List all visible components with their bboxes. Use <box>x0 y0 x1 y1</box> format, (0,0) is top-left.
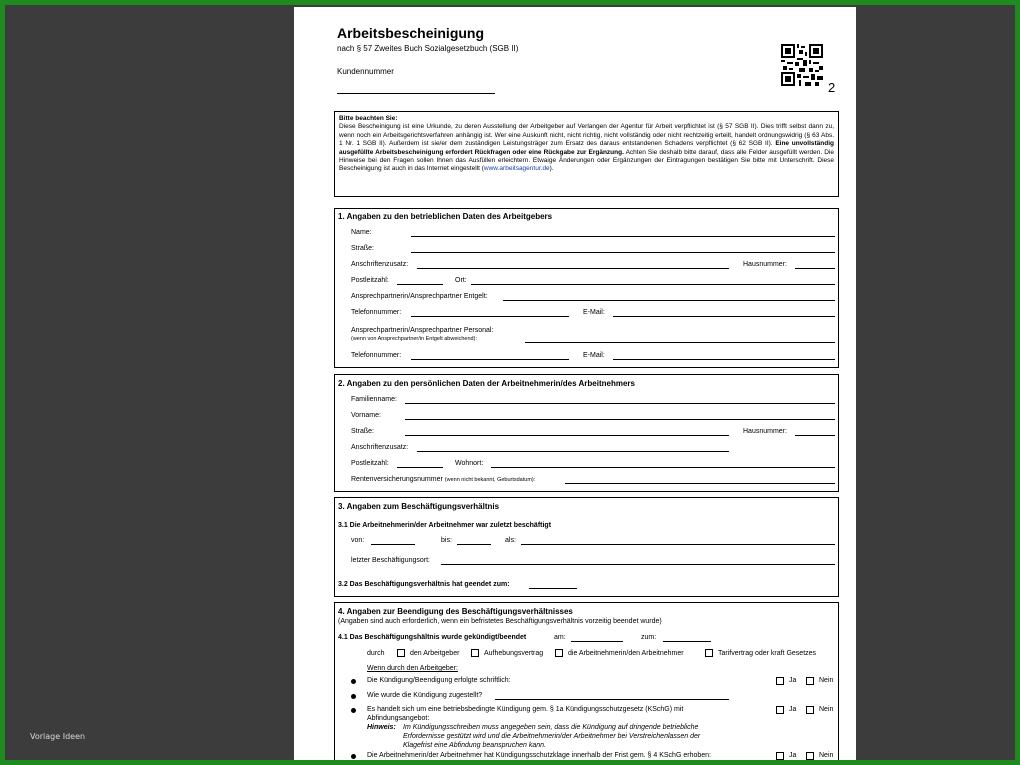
phone-2-field[interactable] <box>411 359 569 360</box>
mutual-agreement-checkbox[interactable] <box>471 649 479 657</box>
by-employer-label: den Arbeitgeber <box>410 650 460 657</box>
severance-question-2: Abfindungsangebot: <box>367 715 430 722</box>
contact-payroll-field[interactable] <box>503 300 835 301</box>
section-4-subtitle: (Angaben sind auch erforderlich, wenn ein befristetes Beschäftigungsverhältnis vorzeitig beendet wurde) <box>338 618 662 625</box>
hint-text-3: Klagefrist eine Abfindung beanspruchen kann. <box>403 742 546 749</box>
section-3-title: 3. Angaben zum Beschäftigungsverhältnis <box>338 502 500 511</box>
section-employee <box>334 374 839 492</box>
employer-city-field[interactable] <box>471 284 835 285</box>
first-name-label: Vorname: <box>351 412 381 419</box>
notice-text-3: ). <box>549 165 554 173</box>
section-4-title: 4. Angaben zur Beendigung des Beschäftigungsverhältnisses <box>338 607 573 616</box>
written-termination-question: Die Kündigung/Beendigung erfolgte schriftlich: <box>367 677 511 684</box>
notice-bold-text: Eine unvollständig ausgefüllte Arbeitsbescheinigung erfordert Rückfragen oder eine Rückgabe zur Ergänzung. <box>339 140 834 156</box>
delivery-field[interactable] <box>495 699 729 700</box>
hint-text-2: Erfordernisse gestützt wird und die Arbeitnehmerin/der Arbeitnehmer bei Verstreichenlassen der <box>403 733 701 740</box>
notice-text: Diese Bescheinigung ist eine Urkunde, zu deren Ausstellung der Arbeitgeber auf Verlangen der Agentur für Arbeit verpflichtet ist (§ 57 SGB II). Dies trifft selbst dann zu, wenn noch ein Arbeitsgerichtsverfahren anhängig ist. Wer eine Auskunft nicht, nicht richtig, nicht vollständig oder nicht rechtzeitig erteilt, handelt ordnungswidrig (§ 63 Abs. 1 Nr. 1 SGB II). Außerdem ist sie/er dem zuständigen Leistungsträger zum Ersatz des daraus entstandenen Schadens verpflichtet (§ 62 SGB II). <box>339 123 834 148</box>
by-employee-checkbox[interactable] <box>555 649 563 657</box>
as-field[interactable] <box>521 544 835 545</box>
employer-street-label: Straße: <box>351 245 374 252</box>
contact-hr-label: Ansprechpartnerin/Ansprechpartner Personal: <box>351 327 494 334</box>
severance-no-checkbox[interactable] <box>806 706 814 714</box>
written-no-label: Nein <box>819 677 834 684</box>
employee-city-field[interactable] <box>491 467 835 468</box>
employee-street-label: Straße: <box>351 428 374 435</box>
employer-zip-field[interactable] <box>397 284 443 285</box>
lawsuit-no-checkbox[interactable] <box>806 752 814 760</box>
from-field[interactable] <box>371 544 415 545</box>
bullet-icon <box>351 754 356 759</box>
section-1-title: 1. Angaben zu den betrieblichen Daten des Arbeitgebers <box>338 212 553 221</box>
section-termination <box>334 602 839 760</box>
as-label: als: <box>505 537 516 544</box>
document-viewer <box>5 5 1015 760</box>
employee-house-number-label: Hausnummer: <box>743 428 787 435</box>
lawsuit-yes-checkbox[interactable] <box>776 752 784 760</box>
bullet-icon <box>351 694 356 699</box>
by-employer-checkbox[interactable] <box>397 649 405 657</box>
severance-yes-label: Ja <box>789 706 797 713</box>
employer-address-suffix-field[interactable] <box>417 268 729 269</box>
form-title: Arbeitsbescheinigung <box>337 25 485 41</box>
last-workplace-field[interactable] <box>441 564 835 565</box>
by-law-checkbox[interactable] <box>705 649 713 657</box>
end-date-field[interactable] <box>529 588 577 589</box>
email-2-field[interactable] <box>613 359 835 360</box>
surname-label: Familienname: <box>351 396 397 403</box>
employee-address-suffix-field[interactable] <box>417 451 729 452</box>
termination-on-field[interactable] <box>571 641 623 642</box>
bullet-icon <box>351 679 356 684</box>
agency-link[interactable]: www.arbeitsagentur.de <box>483 165 550 173</box>
severance-no-label: Nein <box>819 706 834 713</box>
by-label: durch <box>367 650 385 657</box>
section-employer <box>334 208 839 368</box>
employer-street-field[interactable] <box>411 252 835 253</box>
phone-field[interactable] <box>411 316 569 317</box>
pension-number-hint: (wenn nicht bekannt, Geburtsdatum): <box>444 477 536 483</box>
from-label: von: <box>351 537 365 544</box>
form-subtitle: nach § 57 Zweites Buch Sozialgesetzbuch (SGB II) <box>337 44 519 53</box>
watermark-label: Vorlage Ideen <box>30 732 86 741</box>
employee-city-label: Wohnort: <box>455 460 484 467</box>
mutual-agreement-label: Aufhebungsvertrag <box>484 650 544 657</box>
employer-address-suffix-label: Anschriftenzusatz: <box>351 261 409 268</box>
delivery-question: Wie wurde die Kündigung zugestellt? <box>367 692 483 699</box>
last-workplace-label: letzter Beschäftigungsort: <box>351 557 430 564</box>
lawsuit-question: Die Arbeitnehmerin/der Arbeitnehmer hat Kündigungsschutzklage innerhalb der Frist gem. § 4 KSchG erhoben: <box>367 752 711 759</box>
lawsuit-no-label: Nein <box>819 752 834 759</box>
severance-yes-checkbox[interactable] <box>776 706 784 714</box>
employee-zip-label: Postleitzahl: <box>351 460 389 467</box>
notice-text-2: Achten Sie deshalb bitte darauf, dass alle Felder ausgefüllt werden. Die Hinweise bei den Fragen sollen Ihnen das Ausfüllen erleichtern. Etwaige Änderungen oder Ergänzungen der Eintragungen bestätigen Sie bitte mit Unterschrift. Diese Bescheinigung ist auch in das Internet eingestellt ( <box>339 148 835 173</box>
pension-number-text: Rentenversicherungsnummer <box>351 476 443 483</box>
severance-question: Es handelt sich um eine betriebsbedingte Kündigung gem. § 1a Kündigungsschutzgesetz (KSchG) mit <box>367 706 684 713</box>
by-employee-label: die Arbeitnehmerin/den Arbeitnehmer <box>568 650 684 657</box>
question-3-1: 3.1 Die Arbeitnehmerin/der Arbeitnehmer war zuletzt beschäftigt <box>338 522 552 529</box>
employer-name-label: Name: <box>351 229 372 236</box>
employee-street-field[interactable] <box>405 435 729 436</box>
employee-address-suffix-label: Anschriftenzusatz: <box>351 444 409 451</box>
section-employment <box>334 497 839 597</box>
termination-effective-field[interactable] <box>663 641 711 642</box>
hint-label: Hinweis: <box>367 724 396 731</box>
phone-2-label: Telefonnummer: <box>351 352 402 359</box>
kundennummer-label: Kundennummer <box>337 67 394 76</box>
qr-code-icon <box>781 44 823 86</box>
bullet-icon <box>351 708 356 713</box>
lawsuit-yes-label: Ja <box>789 752 797 759</box>
pension-number-field[interactable] <box>565 483 835 484</box>
employer-name-field[interactable] <box>411 236 835 237</box>
if-by-employer-label: Wenn durch den Arbeitgeber: <box>367 665 458 672</box>
question-4-1: 4.1 Das Beschäftigungshältnis wurde gekündigt/beendet <box>338 634 527 641</box>
pension-number-label <box>351 476 535 483</box>
email-label: E-Mail: <box>583 309 605 316</box>
contact-hr-field[interactable] <box>525 342 835 343</box>
termination-on-label: am: <box>554 634 566 641</box>
notice-heading: Bitte beachten Sie: <box>339 115 398 122</box>
form-page <box>294 7 856 760</box>
notice-box <box>334 111 839 197</box>
employer-zip-label: Postleitzahl: <box>351 277 389 284</box>
written-no-checkbox[interactable] <box>806 677 814 685</box>
written-yes-label: Ja <box>789 677 797 684</box>
section-2-title: 2. Angaben zu den persönlichen Daten der Arbeitnehmerin/des Arbeitnehmers <box>338 379 635 388</box>
termination-effective-label: zum: <box>641 634 657 641</box>
to-field[interactable] <box>457 544 491 545</box>
surname-field[interactable] <box>405 403 835 404</box>
employer-city-label: Ort: <box>455 277 467 284</box>
kundennummer-field[interactable] <box>337 93 495 94</box>
employer-house-number-field[interactable] <box>795 268 835 269</box>
employee-zip-field[interactable] <box>397 467 443 468</box>
employee-house-number-field[interactable] <box>795 435 835 436</box>
email-field[interactable] <box>613 316 835 317</box>
email-2-label: E-Mail: <box>583 352 605 359</box>
question-3-2: 3.2 Das Beschäftigungsverhältnis hat geendet zum: <box>338 581 510 588</box>
contact-payroll-label: Ansprechpartnerin/Ansprechpartner Entgelt: <box>351 293 488 300</box>
hint-text-1: Im Kündigungsschreiben muss angegeben sein, dass die Kündigung auf dringende betriebliche <box>403 724 699 731</box>
employer-house-number-label: Hausnummer: <box>743 261 787 268</box>
to-label: bis: <box>441 537 452 544</box>
first-name-field[interactable] <box>405 419 835 420</box>
by-law-label: Tarifvertrag oder kraft Gesetzes <box>718 650 817 657</box>
written-yes-checkbox[interactable] <box>776 677 784 685</box>
page-number: 2 <box>828 80 836 95</box>
contact-hr-hint: (wenn von Ansprechpartner/in Entgelt abweichend): <box>351 336 477 342</box>
phone-label: Telefonnummer: <box>351 309 402 316</box>
